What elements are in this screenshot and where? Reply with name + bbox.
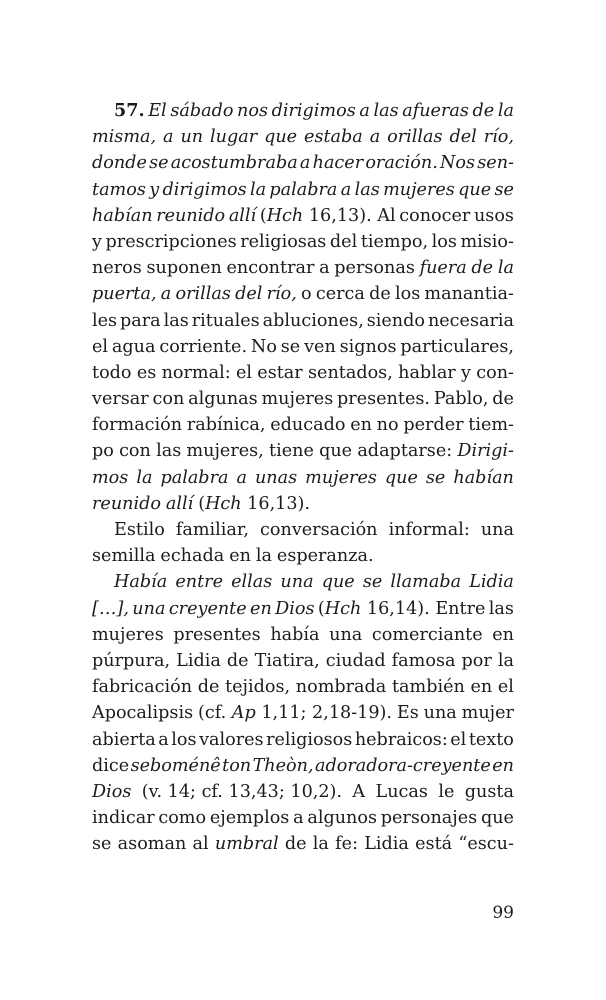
word: sentados, (308, 362, 393, 383)
word: misma, (92, 127, 157, 148)
word: mujeres (261, 389, 334, 410)
word: cerca (315, 284, 365, 305)
word: religiosas (240, 231, 327, 252)
word: de (471, 258, 494, 279)
word: texto (468, 729, 514, 750)
word: las (354, 179, 380, 200)
word: fuera (419, 258, 467, 279)
word: a (299, 153, 311, 174)
word: oración. (365, 153, 438, 174)
word: tiempo, (360, 231, 429, 252)
word: Lidia (364, 834, 409, 855)
word: tiene (269, 441, 314, 462)
word: de (472, 101, 495, 121)
word: en (492, 624, 514, 645)
word: conversación (260, 520, 378, 540)
word: para (120, 310, 161, 331)
word: Lucas (375, 781, 428, 802)
word: el (92, 336, 109, 357)
text-line (92, 98, 514, 124)
word: las (488, 598, 514, 619)
word: Theòn, (252, 755, 314, 776)
word: la (497, 258, 514, 279)
word: dirigimos (162, 179, 247, 200)
text-line (92, 177, 514, 203)
word: y (461, 362, 471, 383)
word: abierta (92, 729, 156, 750)
word: […], (92, 598, 129, 619)
word: en (492, 755, 514, 776)
word: río, (266, 284, 297, 305)
word: ton (222, 755, 252, 776)
word: allí (165, 493, 194, 514)
word: la (312, 834, 329, 855)
word: algunos (307, 808, 377, 829)
word: informal: (388, 520, 470, 540)
word: misio- (460, 231, 514, 252)
text-line (92, 700, 514, 726)
word: fe: (335, 834, 358, 855)
word: orillas (175, 284, 231, 305)
word: las (373, 101, 399, 121)
word: mujeres (383, 179, 455, 200)
word: reunido (156, 205, 226, 226)
word: a (293, 808, 304, 829)
word: de (284, 834, 307, 855)
word: siendo (366, 310, 425, 331)
word: (Hch 16,14). Entre (317, 598, 486, 619)
text-line (92, 281, 514, 307)
word: reunido (92, 493, 161, 514)
word: presentes. (337, 389, 430, 410)
text-line (92, 124, 514, 150)
text-line (92, 648, 514, 674)
word: también (391, 677, 465, 698)
word: los (171, 729, 197, 750)
word: le (438, 781, 455, 802)
word: Estilo (114, 520, 165, 540)
word: hacer (312, 153, 364, 174)
page-number: 99 (492, 903, 514, 923)
word: Nos (440, 153, 476, 174)
word: no (376, 415, 399, 436)
word: la (497, 650, 514, 671)
word: los (431, 231, 457, 252)
word: Dios (92, 781, 132, 802)
word: encontrar (226, 258, 315, 279)
word: perder (403, 415, 464, 436)
word: el (450, 729, 467, 750)
word: nos (237, 101, 268, 121)
word: allí (228, 205, 257, 226)
word: está (415, 834, 453, 855)
word: “escu- (458, 834, 514, 855)
word: educado (270, 415, 346, 436)
word: palabra (269, 179, 338, 200)
word: (cf. Ap 1,11; 2,18-19). (197, 703, 392, 724)
word: de (369, 284, 391, 305)
text-line (92, 150, 514, 176)
word: Lidia (176, 650, 221, 671)
word: Dirigi- (457, 441, 514, 462)
word: hebraicos: (354, 729, 448, 750)
word: que (264, 127, 298, 148)
word: la (497, 101, 514, 121)
text-line (92, 753, 514, 779)
word: afueras (402, 101, 469, 121)
word: de (197, 677, 220, 698)
word: usos (473, 205, 514, 226)
word: que (458, 179, 492, 200)
word: particulares, (400, 336, 514, 357)
word: indicar (92, 808, 155, 829)
word: acostumbraba (170, 153, 298, 174)
word: la (136, 467, 153, 488)
word: nombrada (295, 677, 387, 698)
word: tiem- (468, 415, 514, 436)
word: les (92, 310, 118, 331)
text-block (92, 98, 514, 857)
word: mujeres (305, 467, 377, 488)
word: llamaba (390, 572, 462, 593)
word: se (280, 336, 301, 357)
word: normal: (161, 362, 231, 383)
word: los (394, 284, 421, 305)
word: del (449, 127, 477, 148)
word: personajes (380, 808, 478, 829)
word: púrpura, (92, 650, 171, 671)
word: de (492, 389, 514, 410)
word: que (319, 441, 353, 462)
word: signos (339, 336, 397, 357)
word: del (329, 231, 358, 252)
word: una (423, 703, 457, 724)
word: famosa (391, 650, 456, 671)
word: abluciones, (262, 310, 364, 331)
word: en (250, 598, 272, 619)
word: entre (175, 572, 223, 593)
word: todo (92, 362, 132, 383)
text-line (92, 465, 514, 491)
word: a (158, 729, 169, 750)
word: habían (92, 205, 153, 226)
word: que (384, 467, 418, 488)
word: con- (476, 362, 514, 383)
word: las (156, 441, 182, 462)
word: del (235, 284, 263, 305)
word: religiosos (266, 729, 353, 750)
word: donde (92, 153, 147, 174)
word: la (249, 179, 267, 200)
word: ellas (231, 572, 273, 593)
word: con (119, 441, 151, 462)
text-line (92, 674, 514, 700)
text-line (92, 831, 514, 857)
word: familiar, (175, 520, 249, 540)
word: y (149, 179, 160, 200)
word: a (359, 101, 370, 121)
word: tejidos, (225, 677, 291, 698)
word: manantia- (424, 284, 514, 305)
word: seboménê (130, 755, 221, 776)
section-number: 57. (114, 100, 145, 121)
word: El (148, 101, 167, 121)
word: ciudad (325, 650, 386, 671)
text-line (92, 543, 514, 569)
word: se (149, 153, 169, 174)
text-line (92, 438, 514, 464)
word: que (321, 572, 355, 593)
word: (Hch 16,13). Al (259, 205, 396, 226)
text-line (92, 255, 514, 281)
text-line (92, 622, 514, 648)
word: es (136, 362, 157, 383)
word: en (470, 677, 493, 698)
word: una (480, 520, 514, 540)
word: formación (92, 415, 183, 436)
text-line (92, 596, 514, 622)
word: ven (304, 336, 336, 357)
word: comerciante (371, 624, 483, 645)
word: corriente. (159, 336, 248, 357)
text-line (92, 203, 514, 229)
word: habían (453, 467, 514, 488)
word: en (350, 415, 372, 436)
word: adaptarse: (357, 441, 453, 462)
word: dice (92, 755, 130, 776)
word: por (461, 650, 492, 671)
word: se (362, 572, 383, 593)
word: necesaria (427, 310, 514, 331)
text-line (92, 805, 514, 831)
text-line (92, 569, 514, 595)
word: semilla (92, 546, 156, 567)
word: ejemplos (209, 808, 290, 829)
word: como (158, 808, 207, 829)
word: valores (199, 729, 264, 750)
word: gusta (464, 781, 514, 802)
text-line (92, 229, 514, 255)
word: mujeres (92, 624, 164, 645)
word: tamos (92, 179, 146, 200)
word: algunas (188, 389, 258, 410)
word: mos (92, 467, 129, 488)
word: rabínica, (186, 415, 266, 436)
word: a (369, 127, 381, 148)
word: en (229, 546, 251, 567)
word: Tiatira, (254, 650, 320, 671)
word: conocer (399, 205, 471, 226)
word: fabricación (92, 677, 193, 698)
word: la (255, 546, 272, 567)
word: mujer (461, 703, 514, 724)
word: se (92, 834, 112, 855)
word: palabra (160, 467, 229, 488)
word: presentes (173, 624, 261, 645)
word: mujeres, (186, 441, 264, 462)
word: rituales (191, 310, 260, 331)
word: a (236, 467, 247, 488)
word: prescripciones (105, 231, 237, 252)
word: o (301, 284, 312, 305)
word: a (160, 284, 172, 305)
word: y (92, 231, 102, 252)
text-line (92, 727, 514, 753)
word: agua (111, 336, 156, 357)
text-line (92, 334, 514, 360)
word: puerta, (92, 284, 157, 305)
word: a (340, 179, 352, 200)
word: Había (114, 572, 168, 593)
word: se (494, 179, 514, 200)
word: lugar (210, 127, 258, 148)
word: una (329, 624, 363, 645)
text-line (92, 360, 514, 386)
word: echada (160, 546, 225, 567)
word: una (132, 598, 166, 619)
text-line (92, 412, 514, 438)
word: había (270, 624, 320, 645)
word: un (180, 127, 204, 148)
word: unas (254, 467, 298, 488)
word: esperanza. (276, 546, 374, 567)
word: po (92, 441, 114, 462)
word: que (480, 808, 514, 829)
text-line (92, 386, 514, 412)
word: el (497, 677, 514, 698)
word: sábado (170, 101, 234, 121)
word: (v. 14; cf. 13,43; 10,2). (141, 781, 343, 802)
word: de (226, 650, 249, 671)
word: personas (334, 258, 415, 279)
word: A (352, 781, 366, 802)
word: las (163, 310, 189, 331)
word: suponen (146, 258, 222, 279)
text-line (92, 308, 514, 334)
word: versar (92, 389, 149, 410)
word: estaba (304, 127, 363, 148)
word: se (425, 467, 446, 488)
word: una (280, 572, 314, 593)
word: adoradora-creyente (314, 755, 491, 776)
word: Pablo, (433, 389, 489, 410)
word: umbral (214, 834, 279, 855)
word: río, (483, 127, 514, 148)
text-line (92, 779, 514, 805)
word: al (192, 834, 209, 855)
word: sen- (477, 153, 514, 174)
word: el (235, 362, 252, 383)
word: estar (257, 362, 303, 383)
word: con (152, 389, 185, 410)
text-line (92, 491, 514, 517)
word: (Hch 16,13). (198, 493, 311, 514)
word: No (250, 336, 277, 357)
word: hablar (398, 362, 456, 383)
word: Dios (275, 598, 315, 619)
word: dirigimos (271, 101, 356, 121)
word: neros (92, 258, 142, 279)
word: a (319, 258, 330, 279)
word: Apocalipsis (92, 703, 194, 724)
word: creyente (168, 598, 247, 619)
word: a (163, 127, 174, 148)
word: Es (396, 703, 419, 724)
word: Lidia (469, 572, 514, 593)
text-line (92, 517, 514, 543)
word: asoman (117, 834, 187, 855)
word: orillas (387, 127, 443, 148)
